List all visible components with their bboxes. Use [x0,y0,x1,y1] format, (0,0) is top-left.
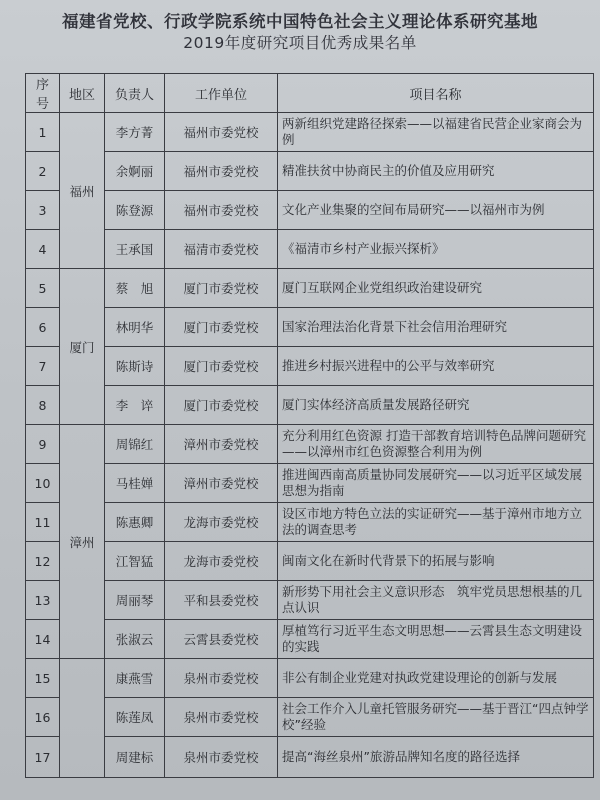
table-row [26,386,594,425]
results-table [25,73,594,778]
row-project: 设区市地方特色立法的实证研究——基于漳州市地方立法的调查思考 [278,503,594,542]
row-unit: 厦门市委党校 [165,347,278,386]
document-title: 福建省党校、行政学院系统中国特色社会主义理论体系研究基地 [62,12,538,31]
row-unit: 福州市委党校 [165,113,278,152]
row-index: 3 [26,191,60,230]
row-project: 文化产业集聚的空间布局研究——以福州市为例 [278,191,594,230]
row-person: 蔡 旭 [105,269,165,308]
row-project: 国家治理法治化背景下社会信用治理研究 [278,308,594,347]
row-project: 《福清市乡村产业振兴探析》 [278,230,594,269]
table-row [26,113,594,152]
row-index: 4 [26,230,60,269]
row-project: 充分利用红色资源 打造干部教育培训特色品牌问题研究——以漳州市红色资源整合利用为例 [278,425,594,464]
row-index: 15 [26,659,60,698]
header-person: 负责人 [105,74,165,113]
table-row [26,464,594,503]
row-person: 陈惠卿 [105,503,165,542]
row-project: 闽南文化在新时代背景下的拓展与影响 [278,542,594,581]
row-index: 12 [26,542,60,581]
row-person: 陈斯诗 [105,347,165,386]
row-person: 周锦红 [105,425,165,464]
row-project: 推进闽西南高质量协同发展研究——以习近平区域发展思想为指南 [278,464,594,503]
row-project: 厦门实体经济高质量发展路径研究 [278,386,594,425]
row-unit: 泉州市委党校 [165,737,278,778]
row-project: 精准扶贫中协商民主的价值及应用研究 [278,152,594,191]
row-person: 李方菁 [105,113,165,152]
table-row [26,737,594,778]
row-unit: 龙海市委党校 [165,542,278,581]
table-header-row [26,74,594,113]
row-project: 社会工作介入儿童托管服务研究——基于晋江“四点钟学校”经验 [278,698,594,737]
row-index: 13 [26,581,60,620]
region-cell-xiamen: 厦门 [60,269,105,425]
row-unit: 龙海市委党校 [165,503,278,542]
row-person: 张淑云 [105,620,165,659]
row-person: 林明华 [105,308,165,347]
row-index: 14 [26,620,60,659]
row-unit: 福州市委党校 [165,191,278,230]
row-unit: 漳州市委党校 [165,464,278,503]
row-unit: 泉州市委党校 [165,698,278,737]
row-index: 16 [26,698,60,737]
row-person: 王承国 [105,230,165,269]
row-unit: 漳州市委党校 [165,425,278,464]
row-unit: 厦门市委党校 [165,386,278,425]
header-project: 项目名称 [278,74,594,113]
row-person: 马桂婵 [105,464,165,503]
document-subtitle: 2019年度研究项目优秀成果名单 [183,34,417,52]
table-row [26,269,594,308]
row-index: 17 [26,737,60,778]
table-row [26,659,594,698]
row-unit: 厦门市委党校 [165,269,278,308]
table-row [26,230,594,269]
table-row [26,191,594,230]
table-row [26,620,594,659]
header-unit: 工作单位 [165,74,278,113]
row-project: 新形势下用社会主义意识形态 筑牢党员思想根基的几点认识 [278,581,594,620]
row-unit: 厦门市委党校 [165,308,278,347]
row-index: 8 [26,386,60,425]
table-row [26,542,594,581]
row-person: 周丽琴 [105,581,165,620]
table-row [26,581,594,620]
row-person: 周建标 [105,737,165,778]
region-cell-blank [60,659,105,778]
region-cell-fuzhou: 福州 [60,113,105,269]
table-row [26,698,594,737]
row-person: 江智猛 [105,542,165,581]
row-project: 厚植笃行习近平生态文明思想——云霄县生态文明建设的实践 [278,620,594,659]
table-row [26,347,594,386]
header-region: 地区 [60,74,105,113]
row-index: 9 [26,425,60,464]
row-project: 非公有制企业党建对执政党建设理论的创新与发展 [278,659,594,698]
row-unit: 福清市委党校 [165,230,278,269]
row-unit: 福州市委党校 [165,152,278,191]
table-row [26,503,594,542]
row-person: 李 谇 [105,386,165,425]
region-cell-zhangzhou: 漳州 [60,425,105,659]
row-project: 提高“海丝泉州”旅游品牌知名度的路径选择 [278,737,594,778]
row-project: 两新组织党建路径探索——以福建省民营企业家商会为例 [278,113,594,152]
table-row [26,308,594,347]
row-index: 2 [26,152,60,191]
row-index: 7 [26,347,60,386]
row-person: 康燕雪 [105,659,165,698]
row-index: 11 [26,503,60,542]
row-person: 陈登源 [105,191,165,230]
table-row [26,425,594,464]
row-project: 推进乡村振兴进程中的公平与效率研究 [278,347,594,386]
header-index: 序号 [26,74,60,113]
row-index: 1 [26,113,60,152]
row-unit: 平和县委党校 [165,581,278,620]
row-unit: 云霄县委党校 [165,620,278,659]
row-person: 陈莲凤 [105,698,165,737]
row-index: 10 [26,464,60,503]
row-unit: 泉州市委党校 [165,659,278,698]
row-person: 余婀丽 [105,152,165,191]
row-project: 厦门互联网企业党组织政治建设研究 [278,269,594,308]
row-index: 6 [26,308,60,347]
row-index: 5 [26,269,60,308]
table-row [26,152,594,191]
